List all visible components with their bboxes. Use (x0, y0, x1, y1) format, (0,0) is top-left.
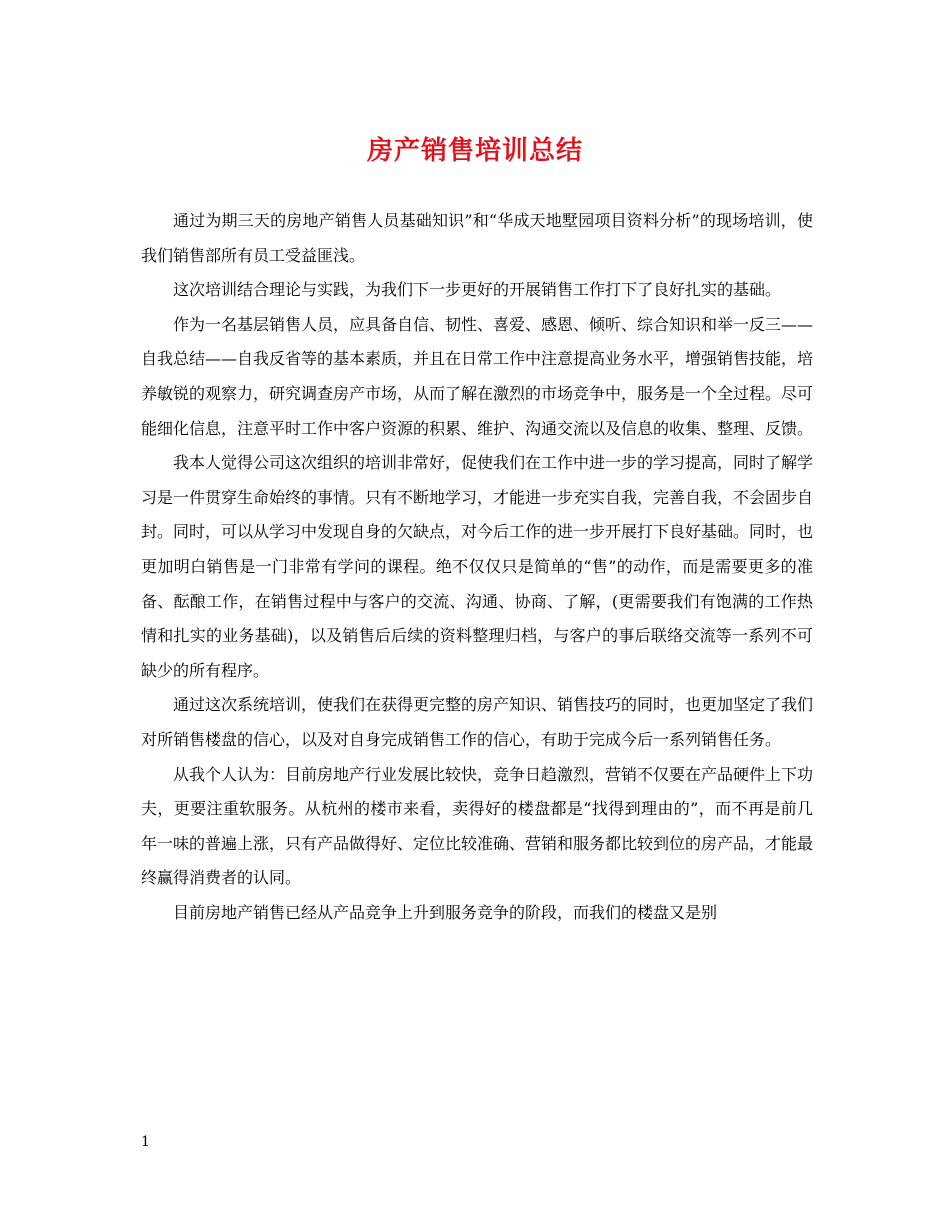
document-body (141, 204, 813, 930)
document-title: 房产销售培训总结 (366, 136, 583, 166)
paragraph-6: 从我个人认为：目前房地产行业发展比较快，竞争日趋激烈，营销不仅要在产品硬件上下功夫，更要注重软服务。从杭州的楼市来看，卖得好的楼盘都是“找得到理由的”，而不再是前几年一味的普遍上涨，只有产品做得好、定位比较准确、营销和服务都比较到位的房产品，才能最终赢得消费者的认同。 (141, 764, 814, 888)
paragraph-7: 目前房地产销售已经从产品竞争上升到服务竞争的阶段，而我们的楼盘又是别 (173, 902, 718, 922)
paragraph-4: 我本人觉得公司这次组织的培训非常好，促使我们在工作中进一步的学习提高，同时了解学习是一件贯穿生命始终的事情。只有不断地学习，才能进一步充实自我，完善自我，不会固步自封。同时，可以从学习中发现自身的欠缺点，对今后工作的进一步开展打下良好基础。同时，也更加明白销售是一门非常有学问的课程。绝不仅仅只是简单的“售”的动作，而是需要更多的准备、酝酿工作，在销售过程中与客户的交流、沟通、协商、了解，(更需要我们有饱满的工作热情和扎实的业务基础)，以及销售后后续的资料整理归档，与客户的事后联络交流等一系列不可缺少的所有程序。 (141, 453, 814, 680)
page-number: 1 (141, 1134, 150, 1150)
paragraph-2: 这次培训结合理论与实践，为我们下一步更好的开展销售工作打下了良好扎实的基础。 (173, 280, 782, 300)
paragraph-1: 通过为期三天的房地产销售人员基础知识”和“华成天地墅园项目资料分析”的现场培训，使我们销售部所有员工受益匪浅。 (141, 211, 813, 265)
paragraph-3: 作为一名基层销售人员，应具备自信、韧性、喜爱、感恩、倾听、综合知识和举一反三——自我总结——自我反省等的基本素质，并且在日常工作中注意提高业务水平，增强销售技能，培养敏锐的观察力，研究调查房产市场，从而了解在激烈的市场竞争中，服务是一个全过程。尽可能细化信息，注意平时工作中客户资源的积累、维护、沟通交流以及信息的收集、整理、反馈。 (141, 314, 814, 438)
paragraph-5: 通过这次系统培训，使我们在获得更完整的房产知识、销售技巧的同时，也更加坚定了我们对所销售楼盘的信心，以及对自身完成销售工作的信心，有助于完成今后一系列销售任务。 (141, 695, 814, 749)
